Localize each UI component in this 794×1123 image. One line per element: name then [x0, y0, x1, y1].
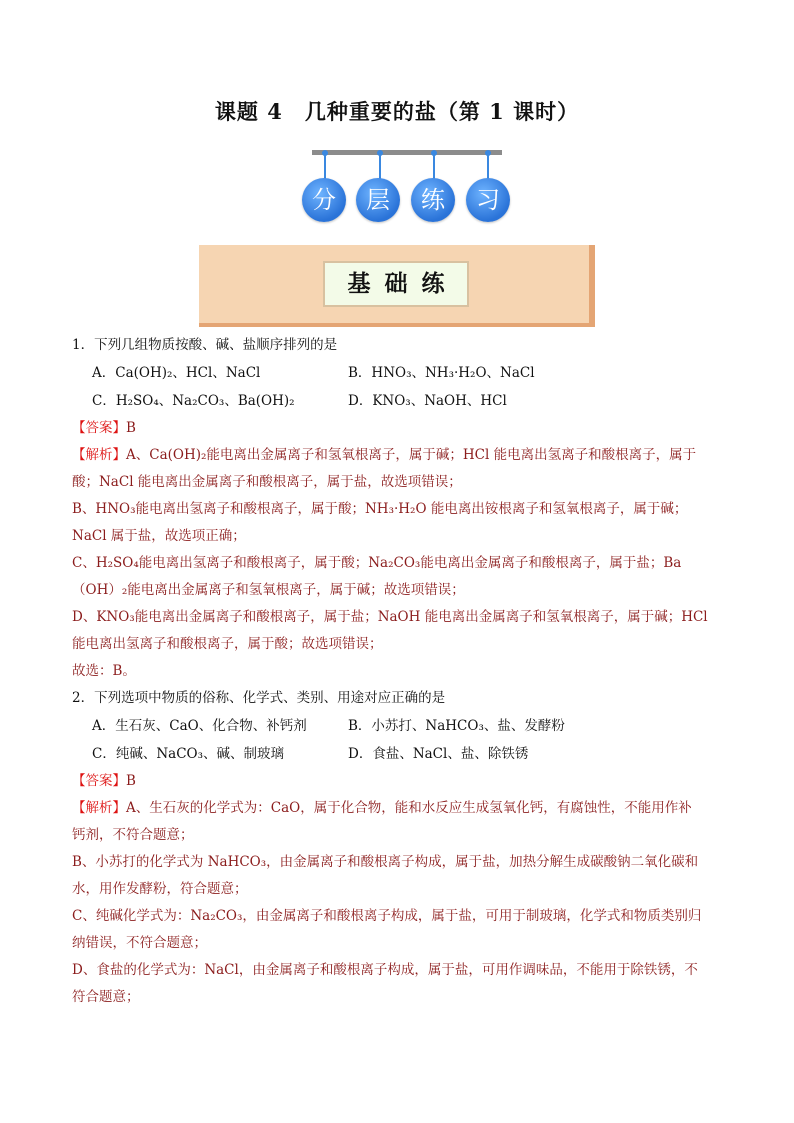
- q1-analysis-line: [72, 442, 722, 469]
- badge-char: 分: [302, 178, 346, 222]
- analysis-label: 【解析】: [72, 447, 126, 463]
- answer-value: B: [126, 773, 136, 789]
- banner-label-box: [323, 261, 469, 307]
- q2-options-row: [72, 740, 722, 768]
- badge-char: 习: [466, 178, 510, 222]
- q1-analysis-line: 酸；NaCl 能电离出金属离子和酸根离子，属于盐，故选项错误；: [72, 474, 462, 490]
- q1-option-c: C．H₂SO₄、Na₂CO₃、Ba(OH)₂: [92, 393, 295, 409]
- answer-label: 【答案】: [72, 420, 126, 436]
- q2-stem: 2．下列选项中物质的俗称、化学式、类别、用途对应正确的是: [72, 690, 446, 706]
- answer-label: 【答案】: [72, 773, 126, 789]
- q1-option-d: D．KNO₃、NaOH、HCl: [348, 393, 507, 409]
- q1-analysis-line: C、H₂SO₄能电离出氢离子和酸根离子，属于酸；Na₂CO₃能电离出金属离子和酸根离子，属于盐；Ba: [72, 555, 682, 571]
- q2-analysis-line: 水，用作发酵粉，符合题意；: [72, 881, 248, 897]
- q1-analysis-line: （OH）₂能电离出金属离子和氢氧根离子，属于碱；故选项错误；: [72, 582, 465, 598]
- banner-label: 基础练: [347, 271, 459, 297]
- page-title: 课题 4 几种重要的盐（第 1 课时）: [214, 99, 580, 124]
- q2-options-row: [72, 712, 722, 740]
- q2-analysis-line: 钙剂，不符合题意；: [72, 827, 194, 843]
- q1-analysis-line: B、HNO₃能电离出氢离子和酸根离子，属于酸；NH₃·H₂O 能电离出铵根离子和氢氧根离子，属于碱；: [72, 501, 688, 517]
- q2-analysis-line: 纳错误，不符合题意；: [72, 935, 207, 951]
- q1-analysis-line: 故选：B。: [72, 663, 136, 679]
- level-banner: [199, 245, 595, 327]
- q1-analysis-line: D、KNO₃能电离出金属离子和酸根离子，属于盐；NaOH 能电离出金属离子和氢氧根离子，属于碱；HCl: [72, 609, 708, 625]
- q1-options-row: [72, 359, 722, 387]
- q1-analysis-line: NaCl 属于盐，故选项正确；: [72, 528, 246, 544]
- answer-value: B: [126, 420, 136, 436]
- analysis-text: A、Ca(OH)₂能电离出金属离子和氢氧根离子，属于碱；HCl 能电离出氢离子和酸根离子，属于: [126, 447, 697, 463]
- badge-char: 练: [411, 178, 455, 222]
- q1-analysis-line: 能电离出氢离子和酸根离子，属于酸；故选项错误；: [72, 636, 383, 652]
- q2-analysis-line: C、纯碱化学式为：Na₂CO₃，由金属离子和酸根离子构成，属于盐，可用于制玻璃，化学式和物质类别归: [72, 908, 702, 924]
- q2-answer: [72, 768, 722, 795]
- hanger-bar: [312, 150, 502, 155]
- q2-option-a: A．生石灰、CaO、化合物、补钙剂: [92, 718, 307, 734]
- q1-stem: 1．下列几组物质按酸、碱、盐顺序排列的是: [72, 337, 338, 353]
- q1-answer: [72, 415, 722, 442]
- q1-option-a: A．Ca(OH)₂、HCl、NaCl: [92, 365, 261, 381]
- analysis-text: A、生石灰的化学式为：CaO，属于化合物，能和水反应生成氢氧化钙，有腐蚀性，不能用作补: [126, 800, 692, 816]
- q2-analysis-line: B、小苏打的化学式为 NaHCO₃，由金属离子和酸根离子构成，属于盐，加热分解生成碳酸钠二氧化碳和: [72, 854, 699, 870]
- q2-analysis-line: 符合题意；: [72, 989, 140, 1005]
- q2-analysis-line: D、食盐的化学式为：NaCl，由金属离子和酸根离子构成，属于盐，可用作调味品，不能用于除铁锈，不: [72, 962, 698, 978]
- q2-option-d: D．食盐、NaCl、盐、除铁锈: [348, 746, 529, 762]
- analysis-label: 【解析】: [72, 800, 126, 816]
- q2-analysis-line: [72, 795, 722, 822]
- section-badge: [302, 178, 514, 226]
- q1-options-row: [72, 387, 722, 415]
- q2-option-c: C．纯碱、NaCO₃、碱、制玻璃: [92, 746, 284, 762]
- q2-option-b: B．小苏打、NaHCO₃、盐、发酵粉: [348, 718, 565, 734]
- badge-char: 层: [356, 178, 400, 222]
- q1-option-b: B．HNO₃、NH₃·H₂O、NaCl: [348, 365, 535, 381]
- question-content: [72, 332, 722, 1011]
